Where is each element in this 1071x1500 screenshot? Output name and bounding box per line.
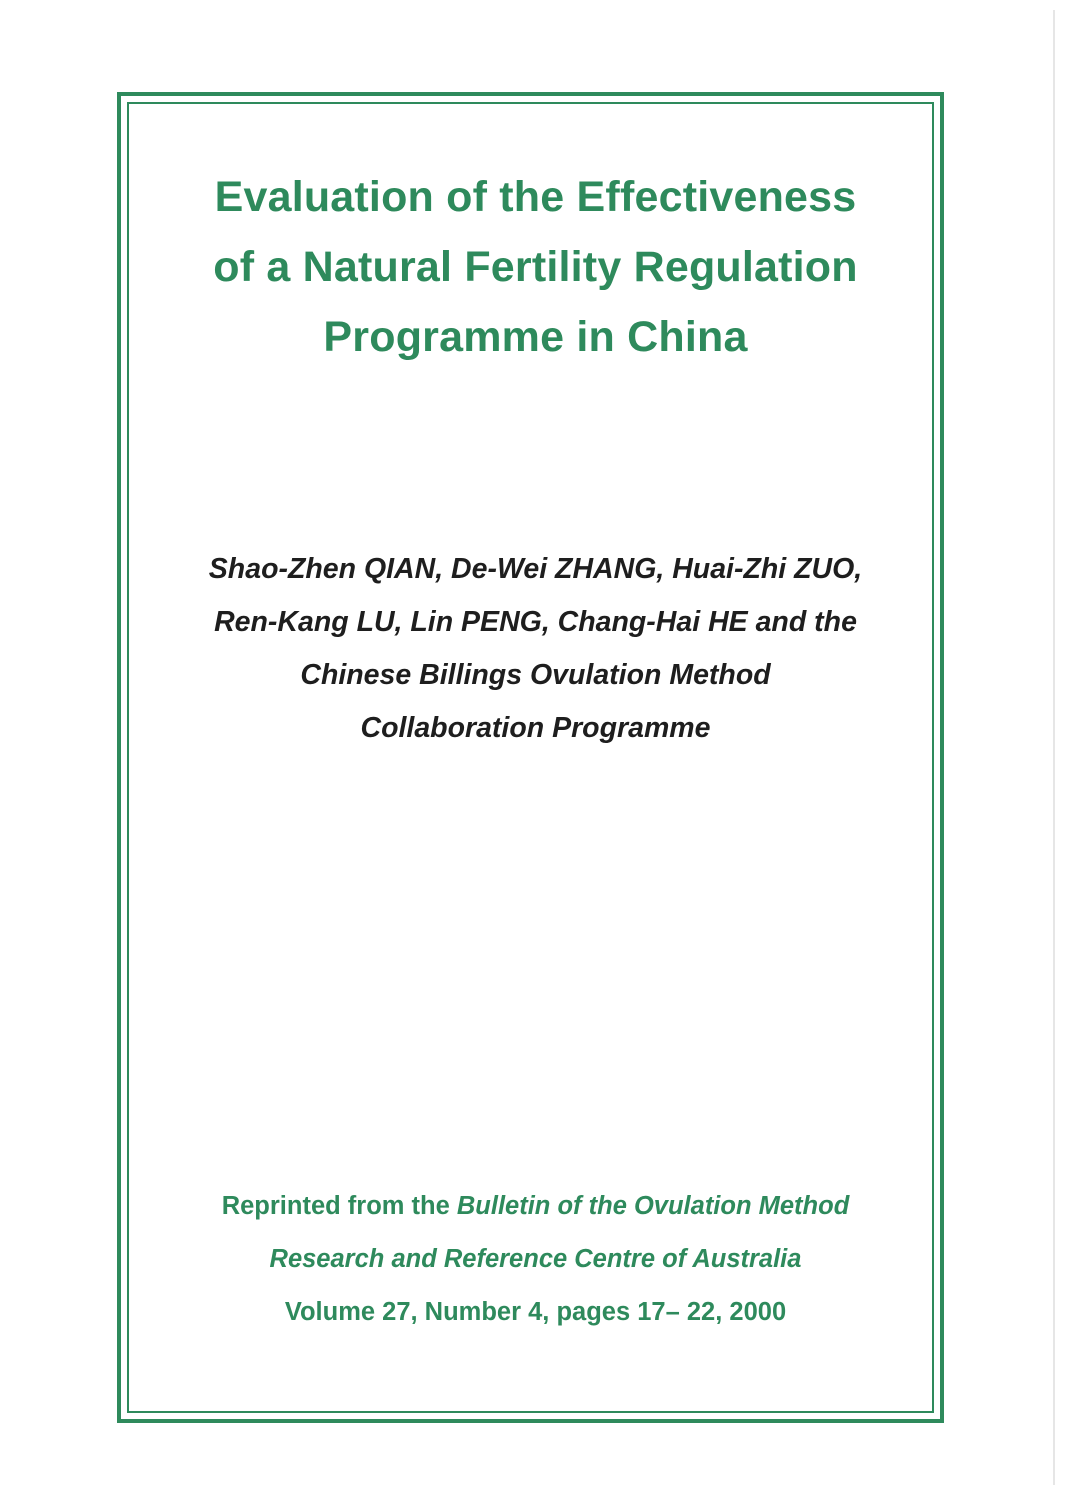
- reprint-notice: [0, 1180, 1071, 1339]
- title-line-3: Programme in China: [323, 313, 748, 361]
- authors-line-4: Collaboration Programme: [360, 712, 711, 744]
- reprint-line-1: [0, 1180, 1071, 1233]
- authors-line-3: Chinese Billings Ovulation Method: [300, 659, 771, 691]
- document-title: [0, 162, 1071, 372]
- reprint-prefix: Reprinted from the: [221, 1192, 457, 1220]
- author-list: [0, 543, 1071, 755]
- title-line-1: Evaluation of the Effectiveness: [214, 173, 857, 221]
- authors-line-2: Ren-Kang LU, Lin PENG, Chang-Hai HE and the: [214, 606, 857, 638]
- title-line-2: of a Natural Fertility Regulation: [213, 243, 858, 291]
- authors-line-1: Shao-Zhen QIAN, De-Wei ZHANG, Huai-Zhi ZUO,: [208, 553, 863, 585]
- citation-details: Volume 27, Number 4, pages 17– 22, 2000: [284, 1298, 787, 1326]
- journal-name-part-2: Research and Reference Centre of Australia: [269, 1245, 802, 1273]
- journal-name-part-1: Bulletin of the Ovulation Method: [456, 1192, 850, 1220]
